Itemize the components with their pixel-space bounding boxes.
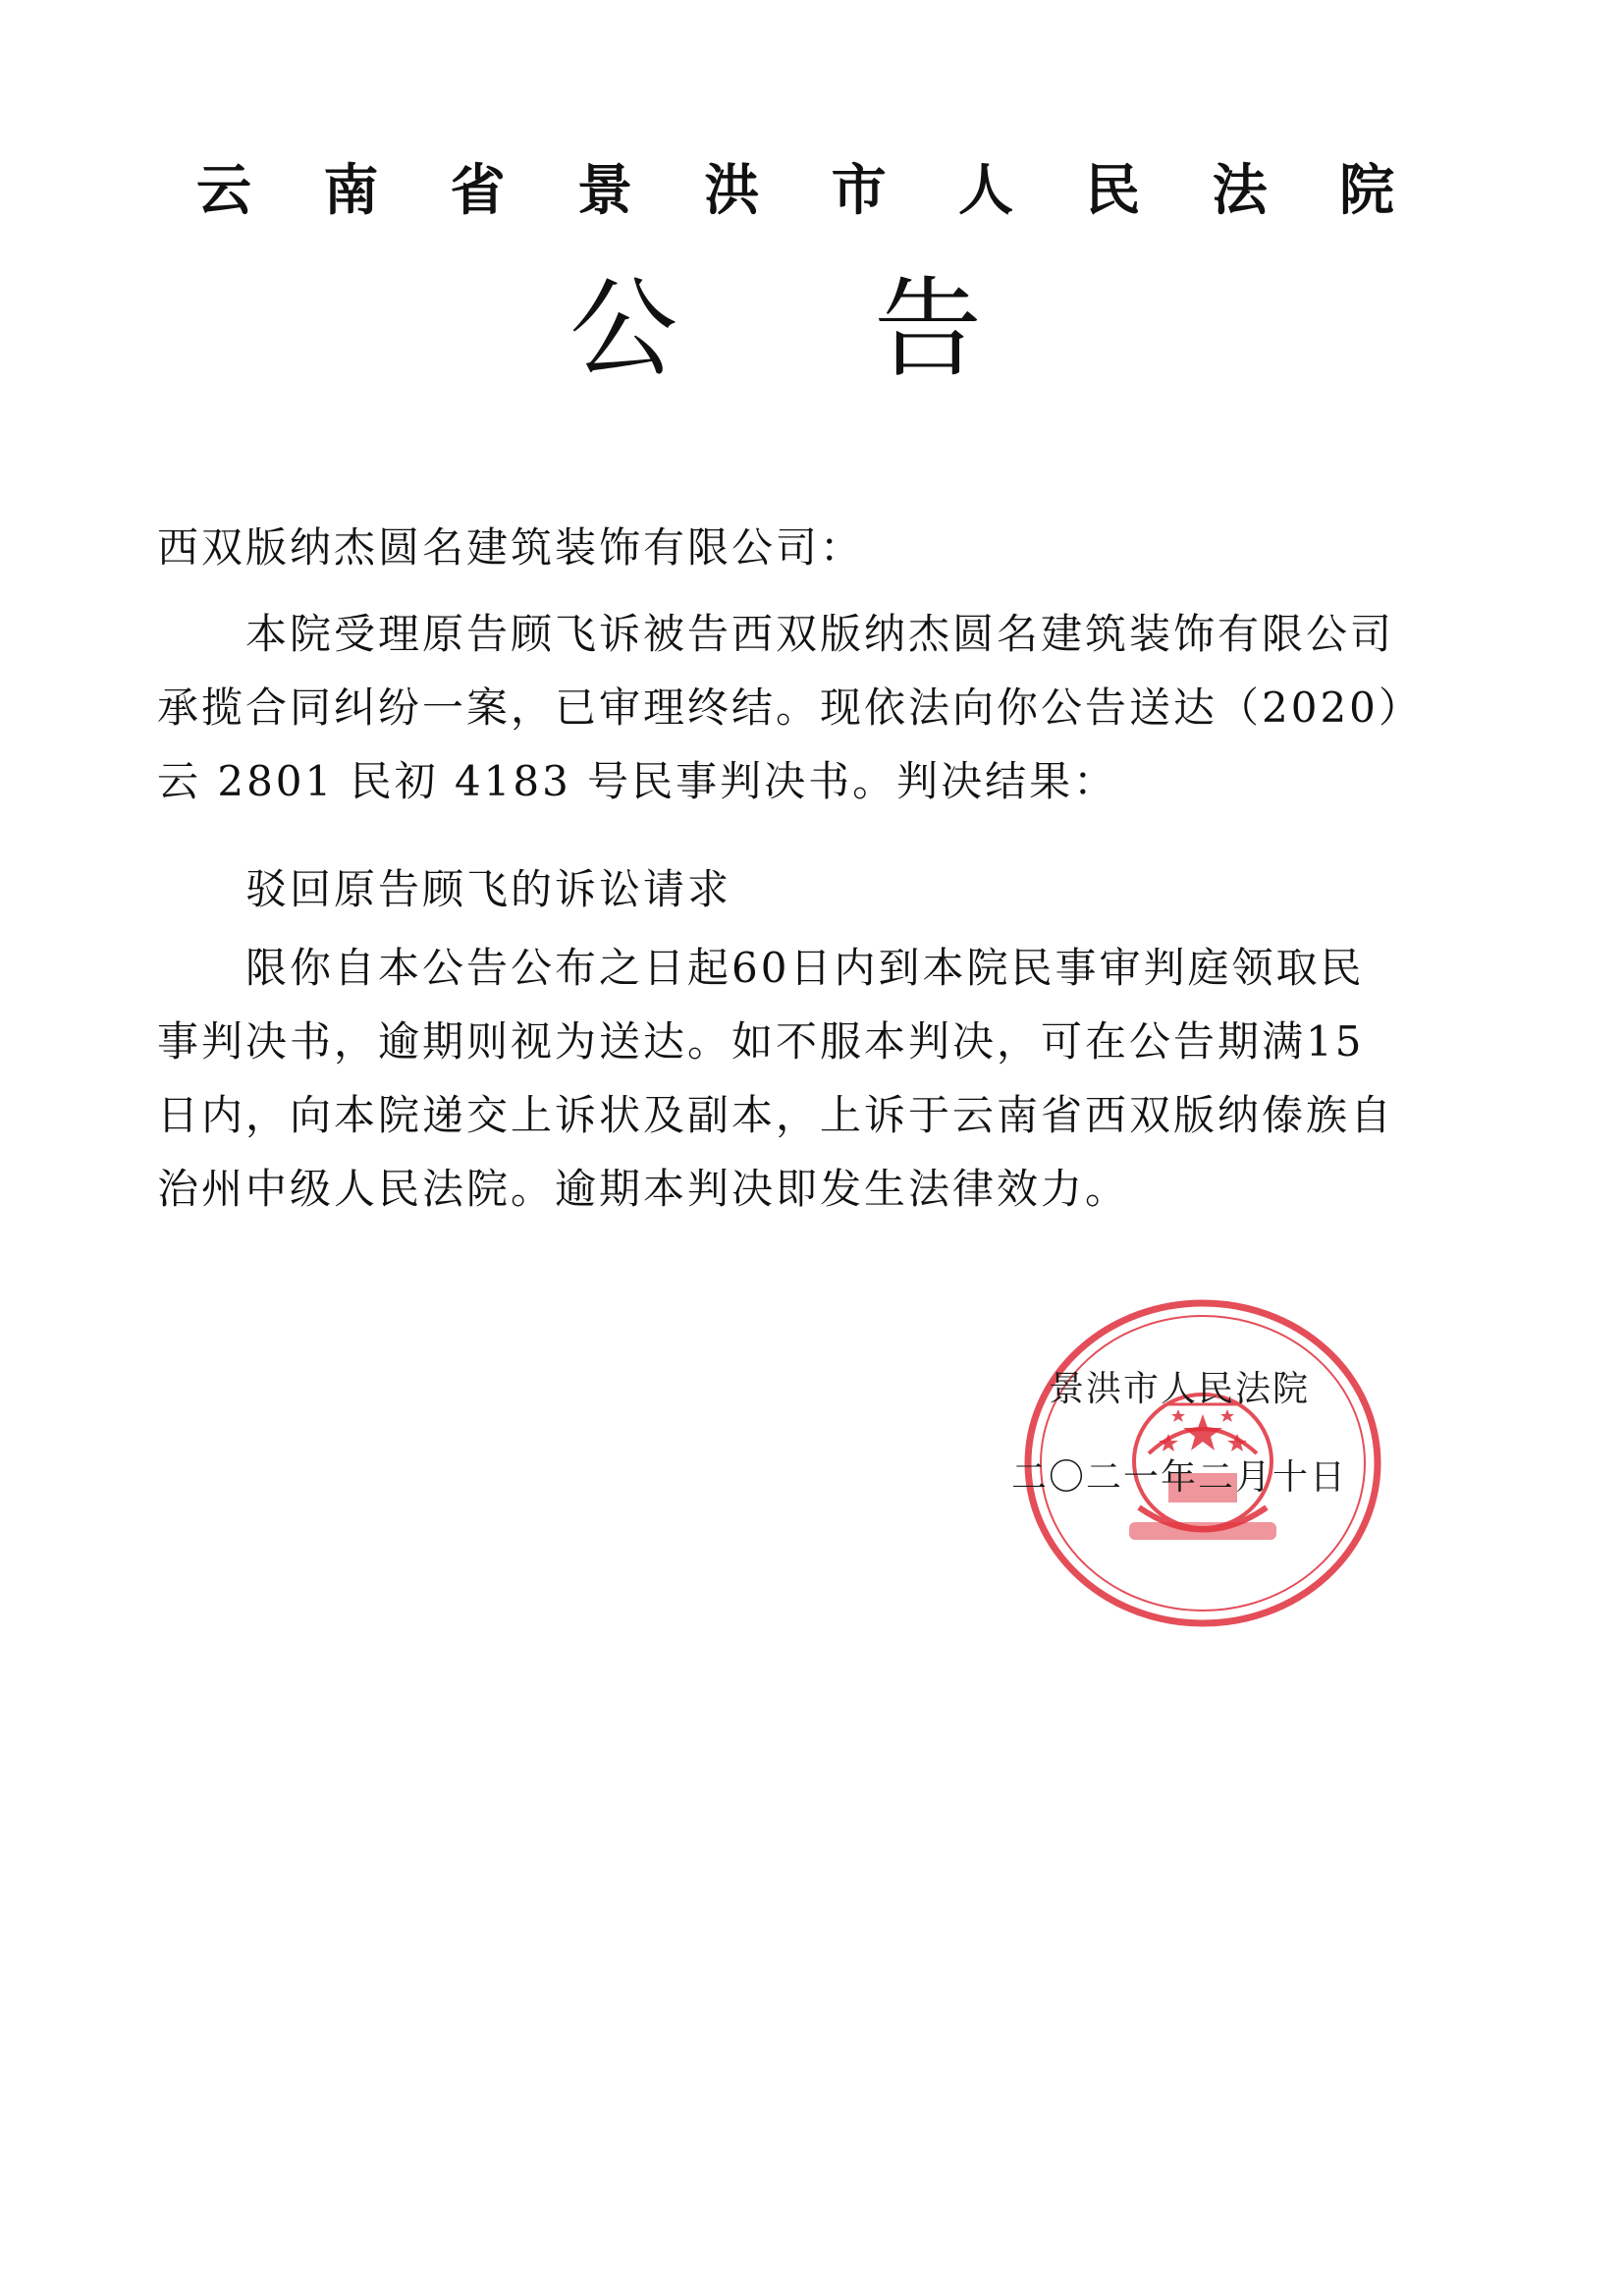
judgment-result: 驳回原告顾飞的诉讼请求 bbox=[245, 865, 732, 913]
notice-title-char: 告 bbox=[874, 266, 982, 392]
notice-title bbox=[569, 265, 982, 393]
signature-court-name: 景洪市人民法院 bbox=[1049, 1369, 1311, 1409]
court-name-char: 院 bbox=[1338, 159, 1394, 223]
court-name-char: 景 bbox=[576, 159, 632, 223]
court-name-char: 法 bbox=[1212, 159, 1268, 223]
court-name-heading bbox=[196, 157, 1394, 226]
addressee: 西双版纳杰圆名建筑装饰有限公司： bbox=[157, 523, 865, 572]
court-name-char: 云 bbox=[196, 159, 251, 223]
notice-title-char: 公 bbox=[569, 266, 677, 392]
court-name-char: 市 bbox=[831, 159, 887, 223]
instructions-paragraph: 限你自本公告公布之日起60日内到本院民事审判庭领取民事判决书，逾期则视为送达。如不服本判决，可在公告期满15日内，向本院递交上诉状及副本，上诉于云南省西双版纳傣族自治州中级人民法院。逾期本判决即发生法律效力。 bbox=[157, 944, 1395, 1213]
court-name-char: 人 bbox=[957, 159, 1013, 223]
court-name-char: 省 bbox=[450, 159, 506, 223]
court-name-char: 民 bbox=[1085, 159, 1141, 223]
case-paragraph: 本院受理原告顾飞诉被告西双版纳杰圆名建筑装饰有限公司承揽合同纠纷一案，已审理终结。现依法向你公告送达（2020）云 2801 民初 4183 号民事判决书。判决结果： bbox=[157, 610, 1402, 805]
court-name-char: 南 bbox=[323, 159, 379, 223]
signature-date: 二〇二一年二月十日 bbox=[1011, 1457, 1348, 1498]
court-name-char: 洪 bbox=[704, 159, 760, 223]
